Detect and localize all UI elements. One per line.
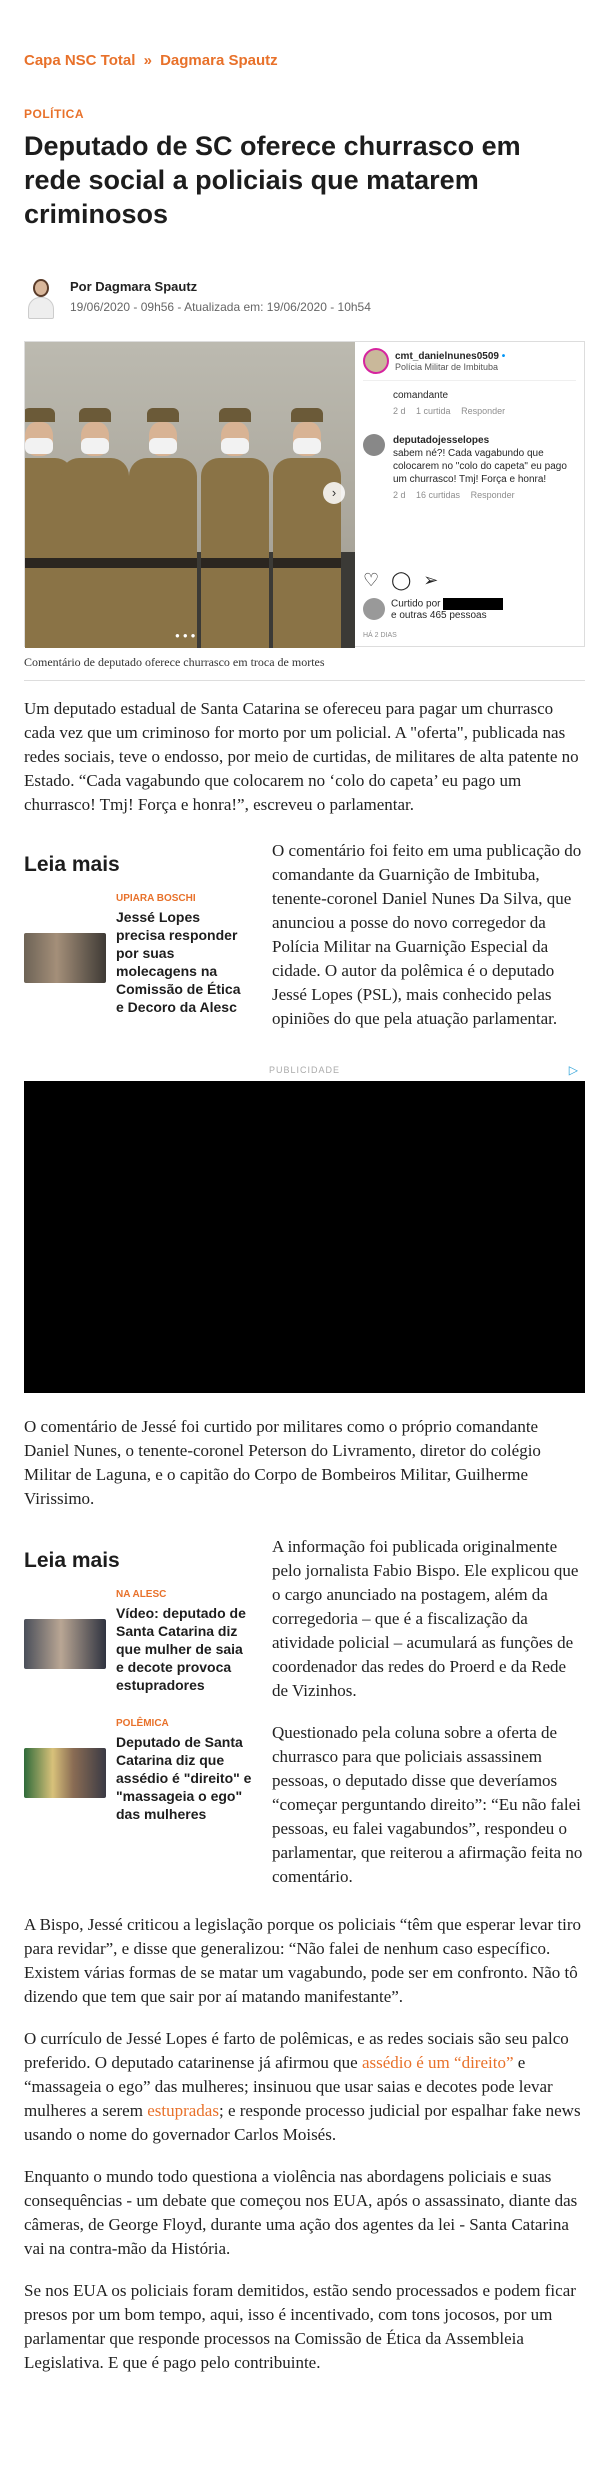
heart-icon[interactable]: ♡ [363, 570, 380, 590]
article-figure [24, 341, 585, 647]
paragraph-3: O comentário de Jessé foi curtido por militares como o próprio comandante Daniel Nunes, o tenente-coronel Peterson do Livramento, diretor do colégio Militar de Laguna, e o capitão do Corpo de Bombeiros Militar, Guilherme Virissimo. [24, 1417, 541, 1508]
instagram-location: Polícia Militar de Imbituba [395, 361, 499, 372]
likes-summary [363, 598, 503, 621]
related-article-card[interactable] [24, 1589, 252, 1694]
police-officers-photo [25, 342, 355, 648]
author-name[interactable]: Por Dagmara Spautz [70, 279, 198, 294]
leia-mais-box [24, 1535, 252, 1907]
carousel-next-icon[interactable]: › [323, 482, 345, 504]
breadcrumb-section-link[interactable]: Dagmara Spautz [160, 52, 278, 69]
paragraph-2: O comentário foi feito em uma publicação do comandante da Guarnição de Imbituba, tenente-coronel Daniel Nunes Da Silva, que anunciou a posse do novo corregedor da Polícia Militar na Guarnição Especial da cidade. O autor da polêmica é o deputado Jessé Lopes (PSL), mais conhecido pelas opiniões do que pela atuação parlamentar. [272, 841, 582, 1028]
post-age: HÁ 2 DIAS [363, 632, 397, 639]
related-kicker[interactable]: UPIARA BOSCHI [116, 893, 196, 904]
related-title[interactable]: Deputado de Santa Catarina diz que assédio é "direito" e "massageia o ego" das mulheres [116, 1734, 252, 1822]
split-section-2 [24, 1535, 585, 1907]
instagram-username[interactable]: cmt_danielnunes0509 [395, 350, 499, 362]
leia-mais-heading: Leia mais [24, 853, 120, 876]
likes-prefix: Curtido por [391, 598, 441, 610]
figure-caption: Comentário de deputado oferece churrasco em troca de mortes [24, 655, 585, 681]
commenter-username[interactable]: deputadojesselopes [393, 435, 490, 446]
paragraph-9: Se nos EUA os policiais foram demitidos, estão sendo processados e podem ficar presos por um bom tempo, aqui, isso é incentivado, com tons jocosos, por um parlamentar que responde processos na Comissão de Ética da Assembleia Legislativa. E que é pago pelo contribuinte. [24, 2281, 576, 2372]
likes-suffix: e outras 465 pessoas [391, 610, 487, 621]
comment-icon[interactable]: ◯ [391, 570, 412, 590]
related-title[interactable]: Jessé Lopes precisa responder por suas molecagens na Comissão de Ética e Decoro da Alesc [116, 909, 241, 1015]
advertisement [24, 1065, 585, 1393]
paragraph-6: A Bispo, Jessé criticou a legislação porque os policiais “têm que esperar levar tiro para revidar”, e disse que generalizou: “Não falei de nenhum caso específico. Existem várias formas de se matar um vagabundo, pode ser em confronto. Não tô dizendo que tem que sair por aí matando manifestante”. [24, 1915, 582, 2006]
article-category[interactable]: POLÍTICA [24, 107, 84, 121]
related-title[interactable]: Vídeo: deputado de Santa Catarina diz que mulher de saia e decote provoca estupradores [116, 1605, 246, 1693]
paragraph-lead: Um deputado estadual de Santa Catarina se ofereceu para pagar um churrasco cada vez que um criminoso for morto por um policial. A "oferta", publicada nas redes sociais, teve o endosso, por meio de curtidas, de militares de alta patente no Estado. “Cada vagabundo que colocarem no ‘colo do capeta’ eu pago um churrasco! Tmj! Força e honra!”, escreveu o parlamentar. [24, 699, 579, 814]
separator-dot: • [501, 350, 506, 362]
instagram-comment [363, 389, 576, 416]
comment-text: comandante [393, 390, 449, 401]
paragraph-8: Enquanto o mundo todo questiona a violência nas abordagens policiais e suas consequências - um debate que começou nos EUA, após o assassinato, diante das câmeras, de George Floyd, durante uma ação dos agentes da lei - Santa Catarina vai na contra-mão da História. [24, 2167, 578, 2258]
related-kicker[interactable]: NA ALESC [116, 1589, 167, 1600]
instagram-avatar[interactable] [363, 348, 389, 374]
leia-mais-heading: Leia mais [24, 1549, 120, 1572]
paragraph-5: Questionado pela coluna sobre a oferta de churrasco para que policiais assassinem pessoas, o deputado disse que deveríamos “começar perguntando direito”: “Eu não falei pessoas, eu falei vagabundos”, respondeu o parlamentar, que reiterou a afirmação feita no comentário. [272, 1723, 583, 1886]
article-headline: Deputado de SC oferece churrasco em rede social a policiais que matarem criminosos [24, 131, 521, 229]
breadcrumb-separator: » [143, 52, 152, 69]
paragraph-7-text-c: ; e responde processo judicial por espalhar fake news usando o nome do governador Carlos Moisés. [24, 2101, 581, 2144]
paragraph-7 [24, 2027, 585, 2147]
publish-dates: 19/06/2020 - 09h56 - Atualizada em: 19/06/2020 - 10h54 [70, 300, 371, 314]
instagram-comment-deputado [363, 434, 576, 500]
liker-avatar [363, 598, 385, 620]
byline [24, 277, 585, 321]
paragraph-7-text-a: O currículo de Jessé Lopes é farto de polêmicas, e as redes sociais são seu palco preferido. O deputado catarinense já afirmou que [24, 2029, 569, 2072]
related-thumbnail[interactable] [24, 933, 106, 983]
author-avatar[interactable] [24, 277, 58, 321]
link-assedio-direito[interactable]: assédio é um “direito” [361, 2053, 514, 2072]
ad-label: PUBLICIDADE [268, 1065, 341, 1075]
comment-likes: 1 curtida [416, 406, 451, 416]
related-article-card[interactable] [24, 1718, 252, 1823]
commenter-avatar[interactable] [363, 434, 385, 456]
carousel-dots-icon: ●●● [175, 631, 199, 640]
redacted-name [443, 598, 503, 610]
leia-mais-box [24, 839, 252, 1049]
comment-text: sabem né?! Cada vagabundo que colocarem no "colo do capeta" eu pago um churrasco! Tmj! Força e honra! [393, 448, 567, 485]
paragraph-7-text-b: e “massageia o ego” das mulheres; insinuou que usar saias e decotes pode levar mulheres a serem [24, 2053, 553, 2120]
share-icon[interactable]: ➢ [423, 570, 439, 590]
related-thumbnail[interactable] [24, 1619, 106, 1669]
reply-link[interactable]: Responder [461, 406, 506, 416]
comment-likes: 16 curtidas [416, 490, 461, 500]
related-kicker[interactable]: POLÊMICA [116, 1718, 169, 1729]
instagram-panel [355, 342, 584, 646]
breadcrumb-home-link[interactable]: Capa NSC Total [24, 52, 136, 69]
link-estupradas[interactable]: estupradas [147, 2101, 219, 2120]
ad-slot[interactable] [24, 1081, 585, 1393]
reply-link[interactable]: Responder [470, 490, 515, 500]
breadcrumb [24, 0, 585, 69]
comment-age: 2 d [393, 490, 406, 500]
paragraph-4: A informação foi publicada originalmente pelo jornalista Fabio Bispo. Ele explicou que o cargo anunciado na postagem, além da corregedoria – que é a fiscalização da atividade policial – acumulará as funções de coordenador das redes do Proerd e da Rede de Vizinhos. [272, 1537, 579, 1700]
related-article-card[interactable] [24, 893, 252, 1016]
adchoices-icon[interactable]: ▷ [568, 1063, 579, 1077]
split-section-1 [24, 839, 585, 1049]
related-thumbnail[interactable] [24, 1748, 106, 1798]
comment-age: 2 d [393, 406, 406, 416]
